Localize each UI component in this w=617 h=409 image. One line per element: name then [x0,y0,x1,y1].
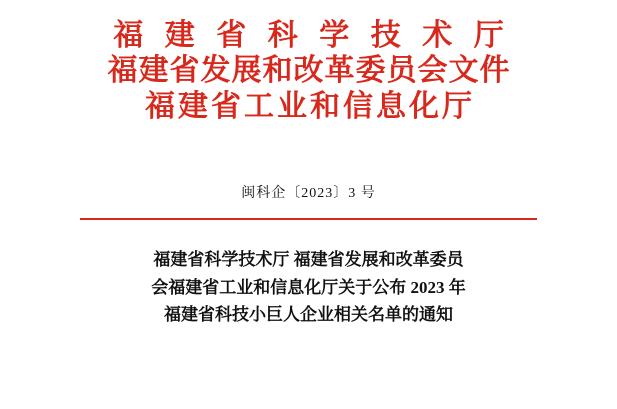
document-title-line-3: 福建省科技小巨人企业相关名单的通知 [164,305,453,325]
document-title [89,246,529,329]
masthead-line-3: 福建省工业和信息化厅 [145,89,475,123]
red-divider-rule [80,218,537,220]
document-title-line-1: 福建省科学技术厅 福建省发展和改革委员 [153,250,464,270]
document-number: 闽科企〔2023〕3 号 [241,186,376,202]
document-title-line-2: 会福建省工业和信息化厅关于公布 2023 年 [151,277,466,297]
masthead-line-1: 福 建 省 科 学 技 术 厅 [113,19,511,52]
masthead-line-2: 福建省发展和改革委员会文件 [107,54,511,88]
masthead [0,0,617,124]
